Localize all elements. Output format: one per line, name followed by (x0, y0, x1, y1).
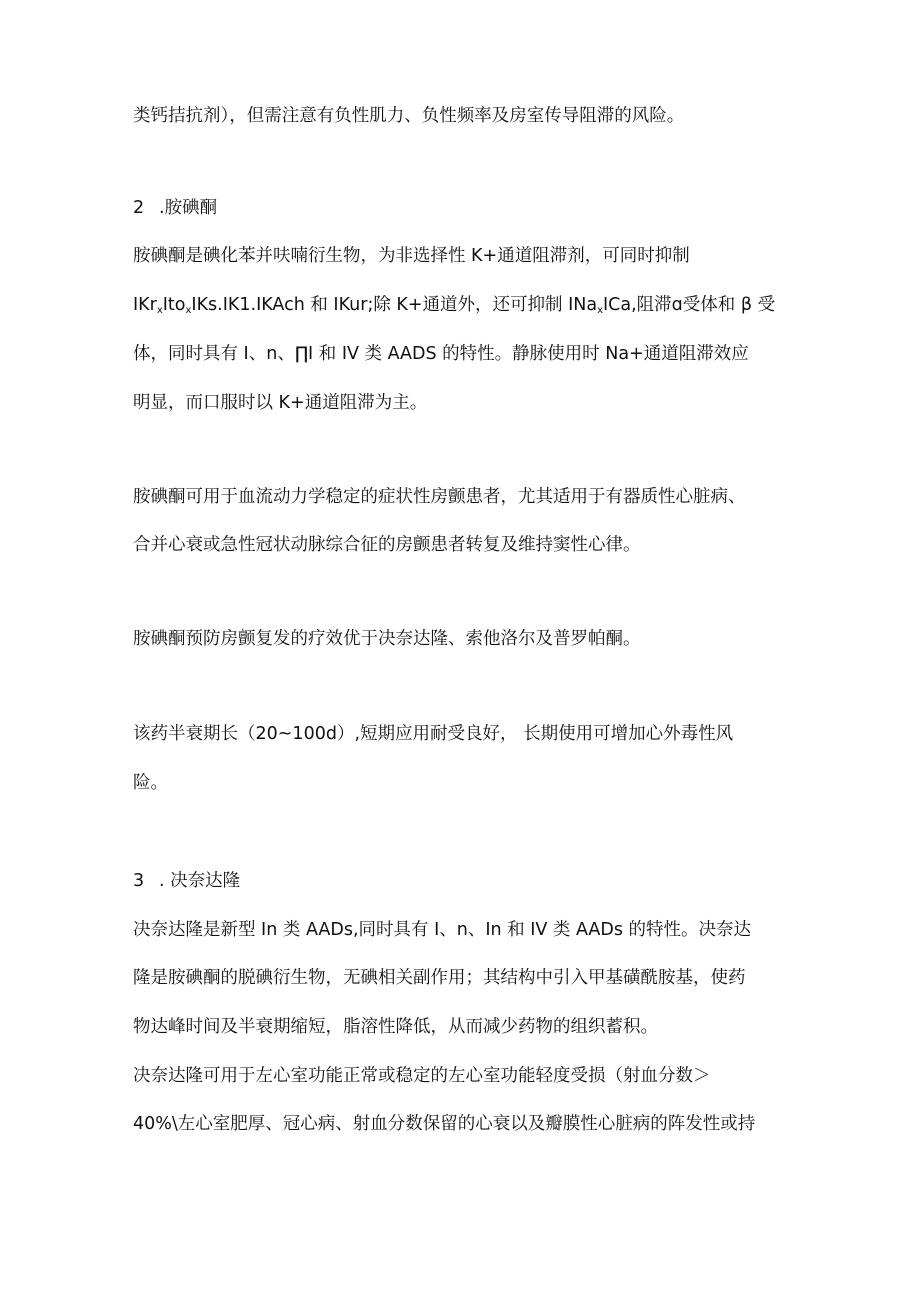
text-run: Ito (162, 295, 186, 315)
subscript: x (185, 305, 192, 316)
text-run: IKs.IK1.IKAch 和 IKur;除 K+通道外，还可抑制 INa (191, 295, 598, 315)
section-2-p4-line-2: 险。 (133, 773, 168, 793)
section-3-title: . 决奈达隆 (159, 871, 241, 891)
section-2-p2-line-1: 胺碘酮可用于血流动力学稳定的症状性房颤患者，尤其适用于有器质性心脏病、 (133, 487, 746, 507)
section-3-p1-line-1: 决奈达隆是新型 In 类 AADs,同时具有 I、n、In 和 IV 类 AADs 的特性。决奈达 (133, 920, 752, 940)
section-3-number: 3 (133, 871, 145, 891)
subscript: x (597, 305, 604, 316)
section-2-p1-line-2 (133, 293, 813, 317)
text-run: IKr (133, 295, 157, 315)
section-2-title: .胺碘酮 (159, 198, 218, 218)
section-3-p1-line-3: 物达峰时间及半衰期缩短，脂溶性降低，从而减少药物的组织蓄积。 (133, 1017, 658, 1037)
section-3-p2-line-1: 决奈达隆可用于左心室功能正常或稳定的左心室功能轻度受损（射血分数＞ (133, 1066, 711, 1086)
section-2-heading (133, 196, 813, 220)
section-2-p1-line-3: 体，同时具有 I、n、∏I 和 IV 类 AADS 的特性。静脉使用时 Na+通道阻滞效应 (133, 344, 749, 364)
section-3-heading (133, 869, 813, 893)
section-3-p2-line-2: 40%\左心室肥厚、冠心病、射血分数保留的心衰以及瓣膜性心脏病的阵发性或持 (133, 1114, 756, 1134)
section-3-p1-line-2: 隆是胺碘酮的脱碘衍生物，无碘相关副作用；其结构中引入甲基磺酰胺基，使药 (133, 968, 746, 988)
section-2-number: 2 (133, 198, 145, 218)
text-run: ICa,阻滞ɑ受体和 β 受 (603, 295, 776, 315)
subscript: x (156, 305, 163, 316)
section-2-p1-line-1: 胺碘酮是碘化苯并呋喃衍生物，为非选择性 K+通道阻滞剂，可同时抑制 (133, 246, 690, 266)
section-2-p2-line-2: 合并心衰或急性冠状动脉综合征的房颤患者转复及维持窦性心律。 (133, 535, 641, 555)
section-2-p1-line-4: 明显，而口服时以 K+通道阻滞为主。 (133, 393, 428, 413)
section-2-p3-line-1: 胺碘酮预防房颤复发的疗效优于决奈达隆、索他洛尔及普罗帕酮。 (133, 629, 641, 649)
section-2-p4-line-1: 该药半衰期长（20~100d）,短期应用耐受良好， 长期使用可增加心外毒性风 (133, 724, 734, 744)
intro-line: 类钙拮抗剂），但需注意有负性肌力、负性频率及房室传导阻滞的风险。 (133, 106, 685, 126)
